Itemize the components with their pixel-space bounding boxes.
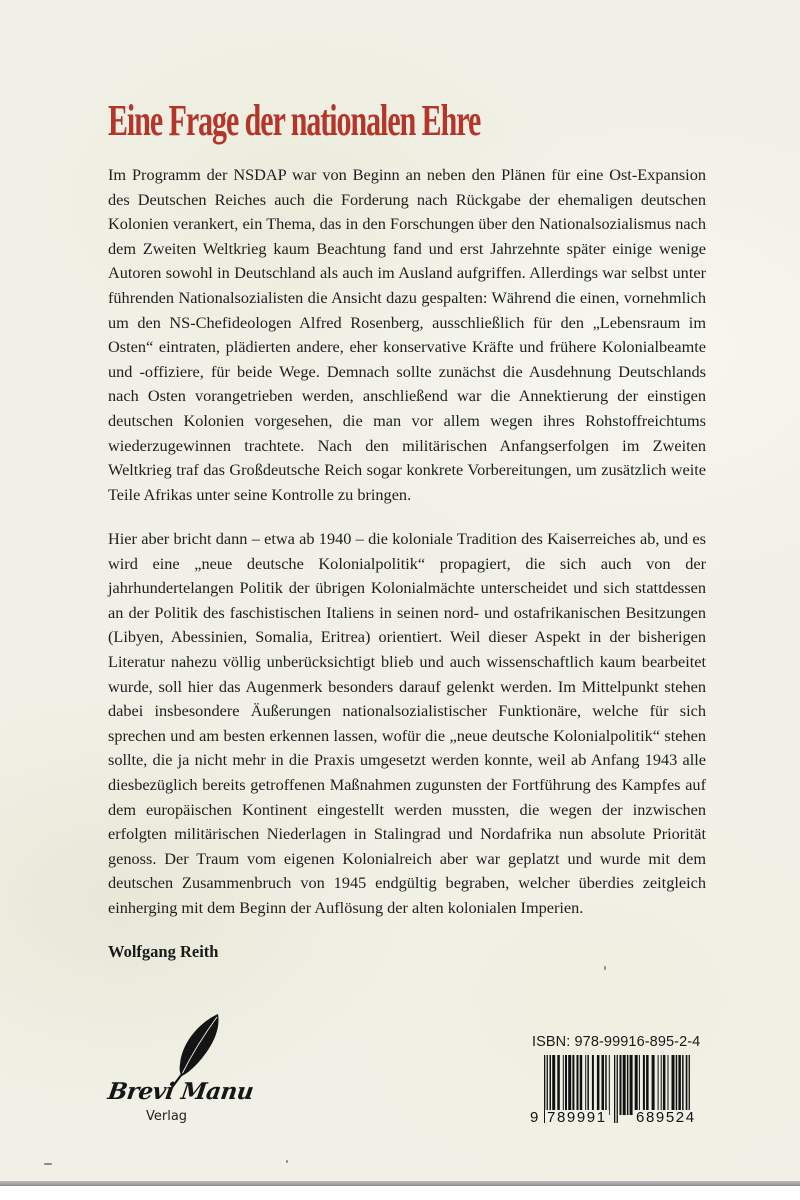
barcode-right-digits: 689524 [636,1109,696,1126]
publisher-subtitle: Verlag [146,1109,188,1124]
barcode-first-digit: 9 [530,1109,539,1126]
blurb-paragraph-2: Hier aber bricht dann – etwa ab 1940 – die koloniale Tradition des Kaiserreiches ab, und es wird eine „neue deutsche Kolonialpolitik“ propagiert, die sich auch von der jahrhundertelangen Politik der übrigen Kolonialmächte unterscheidet und sich stattdessen an der Politik des faschistischen Italiens in seinen nord- und ostafrikanischen Besitzungen (Libyen, Abessinien, Somalia, Eritrea) orientiert. Weil dieser Aspekt in der bisherigen Literatur nahezu völlig unberücksichtigt blieb und auch wissenschaftlich kaum bearbeitet wurde, soll hier das Augenmerk besonders darauf gelenkt werden. Im Mittelpunkt stehen dabei insbesondere Äußerungen nationalsozialistischer Funktionäre, welche für sich sprechen und am besten erkennen lassen, wofür die „neue deutsche Kolonialpolitik“ stehen sollte, die ja nicht mehr in die Praxis umgesetzt werden konnte, weil ab Anfang 1943 alle diesbezüglich bereits getroffenen Maßnahmen zugunsten der Fortführung des Kampfes auf dem europäischen Kontinent eingestellt werden mussten, die wegen der inzwischen erfolgten militärischen Niederlagen in Stalingrad und Nordafrika nun absolute Priorität genoss. Der Traum vom eigenen Kolonialreich aber war geplatzt und wurde mit dem deutschen Zusammenbruch von 1945 endgültig begraben, welcher überdies zeitgleich einherging mit dem Beginn der Auflösung der alten kolonialen Imperien. [108,529,706,917]
barcode-left-digits: 789991 [547,1109,607,1126]
background-strip [0,1186,800,1200]
paper-speck [286,1160,288,1163]
publisher-logo [108,1012,258,1132]
publisher-name: Brevi Manu [106,1078,256,1105]
blurb-paragraph-1: Im Programm der NSDAP war von Beginn an neben den Plänen für eine Ost-Expansion des Deutschen Reiches auch die Forderung nach Rückgabe der ehemaligen deutschen Kolonien verankert, ein Thema, das in den Forschungen über den Nationalsozialismus nach dem Zweiten Weltkrieg kaum Beachtung fand und erst Jahrzehnte später einige wenige Autoren sowohl in Deutschland als auch im Ausland aufgriffen. Allerdings war selbst unter führenden Nationalsozialisten die Ansicht dazu gespalten: Während die einen, vornehmlich um den NS-Chefideologen Alfred Rosenberg, ausschließlich für den „Lebensraum im Osten“ eintraten, plädierten andere, eher konservative Kräfte und frühere Kolonialbeamte und -offiziere, für beide Wege. Demnach sollte zunächst die Ausdehnung Deutschlands nach Osten vorangetrieben werden, anschließend war die Annektierung der einstigen deutschen Kolonien vorgesehen, die man vor allem wegen ihres Rohstoffreichtums wiederzugewinnen trachtete. Nach den militärischen Anfangserfolgen im Zweiten Weltkrieg traf das Großdeutsche Reich sogar konkrete Vorbereitungen, um zusätzlich weite Teile Afrikas unter seine Kontrolle zu bringen. [108,165,706,504]
paper-speck [44,1163,52,1165]
isbn-barcode-block [530,1034,730,1126]
isbn-label: ISBN: 978-99916-895-2-4 [532,1034,701,1050]
paper-speck [604,966,606,970]
cover-title: Eine Frage der nationalen Ehre [108,96,481,145]
author-name: Wolfgang Reith [108,942,219,961]
